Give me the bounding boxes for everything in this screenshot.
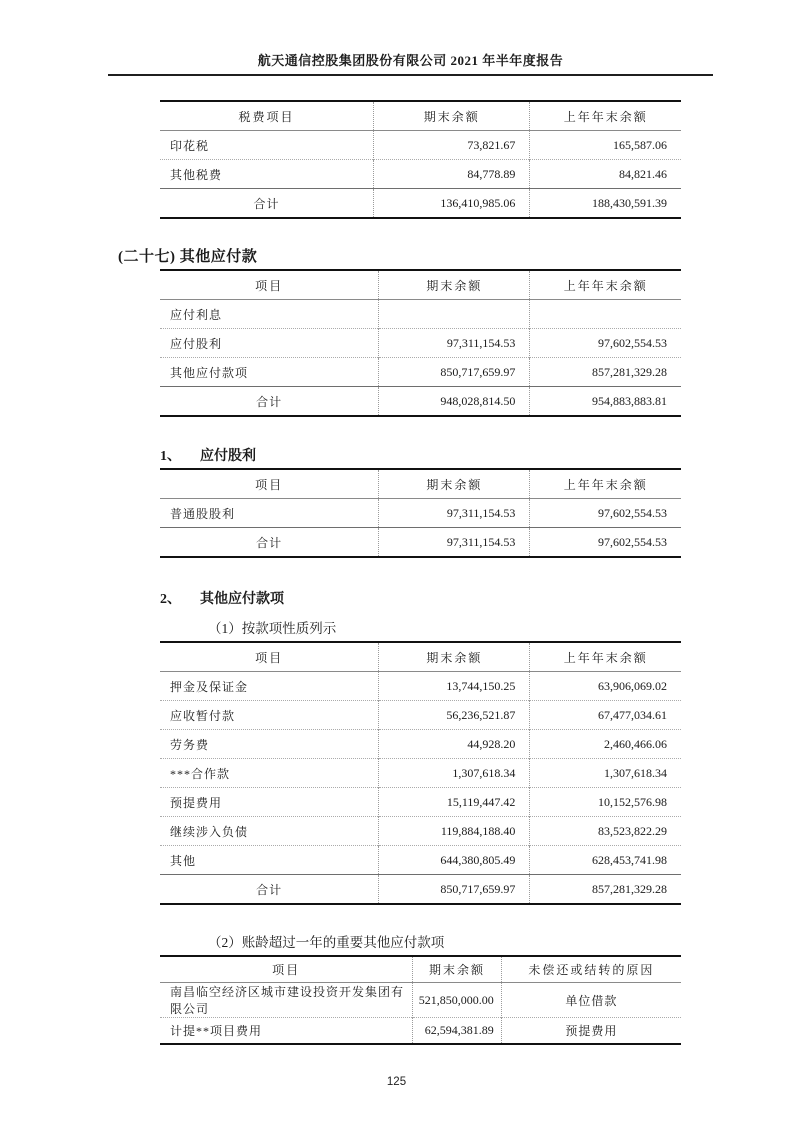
total-row: [160, 528, 681, 558]
prior-year-balance-cell: 97,602,554.53: [530, 329, 681, 358]
prior-year-balance-cell: 97,602,554.53: [530, 499, 681, 528]
closing-balance-cell: 521,850,000.00: [413, 983, 502, 1018]
prior-year-balance-cell: 954,883,883.81: [530, 387, 681, 417]
table-row: [160, 846, 681, 875]
prior-year-balance-cell: 188,430,591.39: [530, 189, 681, 219]
item-cell: 计提**项目费用: [160, 1018, 413, 1045]
item-cell: 应付利息: [170, 307, 223, 322]
item-cell: 合计: [160, 875, 379, 905]
column-header: 期末余额: [413, 956, 502, 983]
prior-year-balance-cell: 97,602,554.53: [530, 528, 681, 558]
item-cell: ***合作款: [160, 759, 379, 788]
prior-year-balance-cell: 83,523,822.29: [530, 817, 681, 846]
column-header: 项目: [160, 956, 413, 983]
closing-balance-cell: 15,119,447.42: [379, 788, 530, 817]
prior-year-balance-cell: [530, 300, 681, 329]
closing-balance-cell: 73,821.67: [374, 131, 530, 160]
header-row: [160, 270, 681, 300]
item-cell: 合计: [160, 387, 379, 417]
column-header: 上年年末余额: [530, 270, 681, 300]
subsection-1-heading: （1）按款项性质列示: [208, 621, 337, 636]
item-cell: 南昌临空经济区城市建设投资开发集团有限公司: [170, 985, 405, 1016]
column-header: 项目: [160, 270, 379, 300]
column-header: 上年年末余额: [530, 469, 681, 499]
header-row: [160, 956, 681, 983]
header-row: [160, 101, 681, 131]
closing-balance-cell: 97,311,154.53: [379, 329, 530, 358]
reason-cell: 预提费用: [501, 1018, 681, 1045]
table-row: [160, 817, 681, 846]
table-row: [160, 730, 681, 759]
table-row: [160, 788, 681, 817]
closing-balance-cell: 136,410,985.06: [374, 189, 530, 219]
table-row: [160, 131, 681, 160]
table-row: [160, 300, 681, 329]
prior-year-balance-cell: 84,821.46: [530, 160, 681, 189]
column-header: 上年年末余额: [530, 101, 681, 131]
item-cell: 其他税费: [160, 160, 374, 189]
dividends-payable-table: [160, 468, 681, 558]
item-cell: 合计: [160, 528, 379, 558]
column-header: 期末余额: [379, 642, 530, 672]
closing-balance-cell: 97,311,154.53: [379, 528, 530, 558]
closing-balance-cell: 850,717,659.97: [379, 875, 530, 905]
prior-year-balance-cell: 67,477,034.61: [530, 701, 681, 730]
prior-year-balance-cell: 628,453,741.98: [530, 846, 681, 875]
section-2-number: 2、: [160, 592, 181, 607]
closing-balance-cell: 850,717,659.97: [379, 358, 530, 387]
item-cell: 其他: [160, 846, 379, 875]
total-row: [160, 875, 681, 905]
item-cell: 劳务费: [160, 730, 379, 759]
table-row: [160, 499, 681, 528]
item-cell: 继续涉入负债: [160, 817, 379, 846]
total-row: [160, 189, 681, 219]
table-row: [160, 701, 681, 730]
prior-year-balance-cell: 165,587.06: [530, 131, 681, 160]
document-header: [108, 50, 713, 76]
item-cell: 押金及保证金: [170, 679, 249, 694]
table-row: [160, 1018, 681, 1045]
closing-balance-cell: 97,311,154.53: [379, 499, 530, 528]
header-row: [160, 642, 681, 672]
page-number: 125: [386, 1076, 407, 1088]
prior-year-balance-cell: 2,460,466.06: [530, 730, 681, 759]
prior-year-balance-cell: 857,281,329.28: [530, 358, 681, 387]
closing-balance-cell: 644,380,805.49: [379, 846, 530, 875]
section-1-title: 应付股利: [200, 449, 256, 464]
column-header: 上年年末余额: [530, 642, 681, 672]
table-row: [160, 672, 681, 701]
prior-year-balance-cell: 857,281,329.28: [530, 875, 681, 905]
closing-balance-cell: 84,778.89: [374, 160, 530, 189]
table-row: [160, 329, 681, 358]
report-title: 航天通信控股集团股份有限公司 2021 年半年度报告: [108, 50, 713, 76]
table-row: [160, 358, 681, 387]
payables-by-nature-table: [160, 641, 681, 905]
closing-balance-cell: 13,744,150.25: [379, 672, 530, 701]
closing-balance-cell: 1,307,618.34: [379, 759, 530, 788]
section-1-heading: [160, 445, 793, 465]
item-cell: 预提费用: [160, 788, 379, 817]
closing-balance-cell: 56,236,521.87: [379, 701, 530, 730]
column-header: 项目: [160, 642, 379, 672]
subsection-2-heading: （2）账龄超过一年的重要其他应付款项: [208, 935, 445, 950]
column-header: 期末余额: [379, 469, 530, 499]
header-row: [160, 469, 681, 499]
closing-balance-cell: 948,028,814.50: [379, 387, 530, 417]
prior-year-balance-cell: 1,307,618.34: [530, 759, 681, 788]
item-cell: 其他应付款项: [160, 358, 379, 387]
closing-balance-cell: 119,884,188.40: [379, 817, 530, 846]
table-row: [160, 983, 681, 1018]
section-1-number: 1、: [160, 449, 181, 464]
column-header: 未偿还或结转的原因: [501, 956, 681, 983]
aged-payables-table: [160, 955, 681, 1045]
section-2-title: 其他应付款项: [200, 592, 284, 607]
item-cell: 合计: [160, 189, 374, 219]
page-footer: [0, 1076, 793, 1088]
tax-items-table: [160, 100, 681, 219]
section-2-heading: [160, 588, 793, 608]
total-row: [160, 387, 681, 417]
closing-balance-cell: 44,928.20: [379, 730, 530, 759]
closing-balance-cell: [379, 300, 530, 329]
item-cell: 印花税: [170, 138, 210, 153]
column-header: 期末余额: [379, 270, 530, 300]
section-27-heading: (二十七) 其他应付款: [118, 249, 258, 265]
reason-cell: 单位借款: [501, 983, 681, 1018]
prior-year-balance-cell: 10,152,576.98: [530, 788, 681, 817]
other-payables-table: [160, 269, 681, 417]
item-cell: 应收暂付款: [160, 701, 379, 730]
column-header: 项目: [160, 469, 379, 499]
table-row: [160, 759, 681, 788]
prior-year-balance-cell: 63,906,069.02: [530, 672, 681, 701]
column-header: 税费项目: [160, 101, 374, 131]
closing-balance-cell: 62,594,381.89: [413, 1018, 502, 1045]
item-cell: 应付股利: [160, 329, 379, 358]
item-cell: 普通股股利: [170, 506, 236, 521]
table-row: [160, 160, 681, 189]
column-header: 期末余额: [374, 101, 530, 131]
